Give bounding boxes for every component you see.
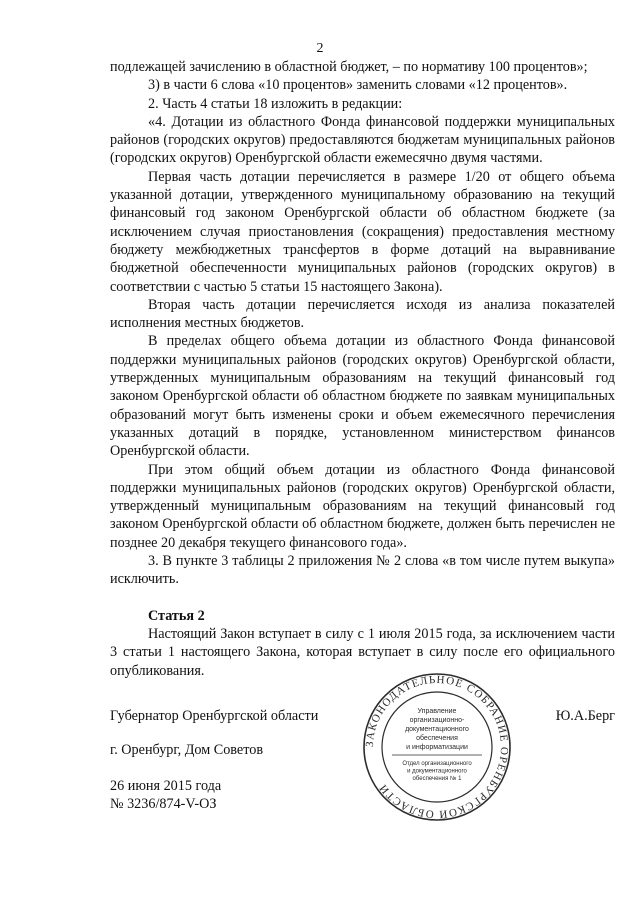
seal-bottom-line: обеспечения № 1 — [412, 776, 462, 782]
seal-ring-text: ЗАКОНОДАТЕЛЬНОЕ СОБРАНИЕ ОРЕНБУРГСКОЙ ОБЛАСТИ — [363, 673, 511, 821]
governor-title: Губернатор Оренбургской области — [110, 708, 319, 724]
article-text: Настоящий Закон вступает в силу с 1 июля 2015 года, за исключением части 3 статьи 1 настоящего Закона, которая вступает в силу после его официального опубликования. — [110, 625, 615, 679]
seal-center-line: документационного — [405, 726, 469, 733]
seal-bottom-line: Отдел организационного — [402, 761, 472, 767]
paragraph: При этом общий объем дотации из областного Фонда финансовой поддержки муниципальных районов (городских округов) Оренбургской области, утвержденный муниципальным образованиям на текущий финансовый год законом Оренбургской области об областном бюджете, должен быть перечислен не позднее 20 декабря текущего финансового года». — [110, 461, 615, 551]
seal-center-line: обеспечения — [416, 735, 458, 742]
paragraph: подлежащей зачислению в областной бюджет, – по нормативу 100 процентов»; — [110, 59, 588, 75]
paragraph: В пределах общего объема дотации из областного Фонда финансовой поддержки муниципальных районов (городских округов) Оренбургской области, утвержденных муниципальным образованиям на текущий финансовый год законом Оренбургской области об областном бюджете по заявкам муниципальных образований могут быть изменены сроки и объем ежемесячного перечисления указанных дотаций в порядке, установленном министерством финансов Оренбургской области. — [110, 333, 615, 460]
law-number: № 3236/874-V-ОЗ — [110, 796, 217, 812]
signing-place: г. Оренбург, Дом Советов — [110, 742, 264, 758]
paragraph: Вторая часть дотации перечисляется исходя из анализа показателей исполнения местных бюджетов. — [110, 296, 615, 332]
paragraph: 2. Часть 4 статьи 18 изложить в редакции: — [148, 95, 403, 112]
signing-date: 26 июня 2015 года — [110, 778, 222, 794]
page-number: 2 — [316, 41, 324, 56]
article-heading: Статья 2 — [148, 607, 205, 624]
document-body — [110, 58, 615, 680]
paragraph: 3. В пункте 3 таблицы 2 приложения № 2 слова «в том числе путем выкупа» исключить. — [110, 553, 615, 588]
official-seal — [362, 672, 512, 822]
seal-center-line: организационно- — [409, 717, 465, 724]
paragraph: Первая часть дотации перечисляется в размере 1/20 от общего объема указанной дотации, утвержденного муниципальному образованию на текущий финансовый год законом Оренбургской области об областном бюджете (за исключением случая приостановления (сокращения) предоставления местному бюджету межбюджетных трансфертов в форме дотаций на выравнивание бюджетной обеспеченности муниципальных районов (городских округов) в соответствии с частью 5 статьи 15 настоящего Закона). — [110, 168, 615, 295]
seal-bottom-line: и документационного — [407, 768, 467, 775]
seal-center-line: Управление — [417, 708, 457, 715]
signer-name: Ю.А.Берг — [555, 708, 615, 724]
paragraph: 3) в части 6 слова «10 процентов» заменить словами «12 процентов». — [148, 77, 568, 94]
paragraph: «4. Дотации из областного Фонда финансовой поддержки муниципальных районов (городских округов) предоставляются бюджетам муниципальных районов (городских округов) Оренбургской области ежемесячно двумя частями. — [110, 113, 615, 167]
seal-center-line: и информатизации — [406, 744, 468, 751]
